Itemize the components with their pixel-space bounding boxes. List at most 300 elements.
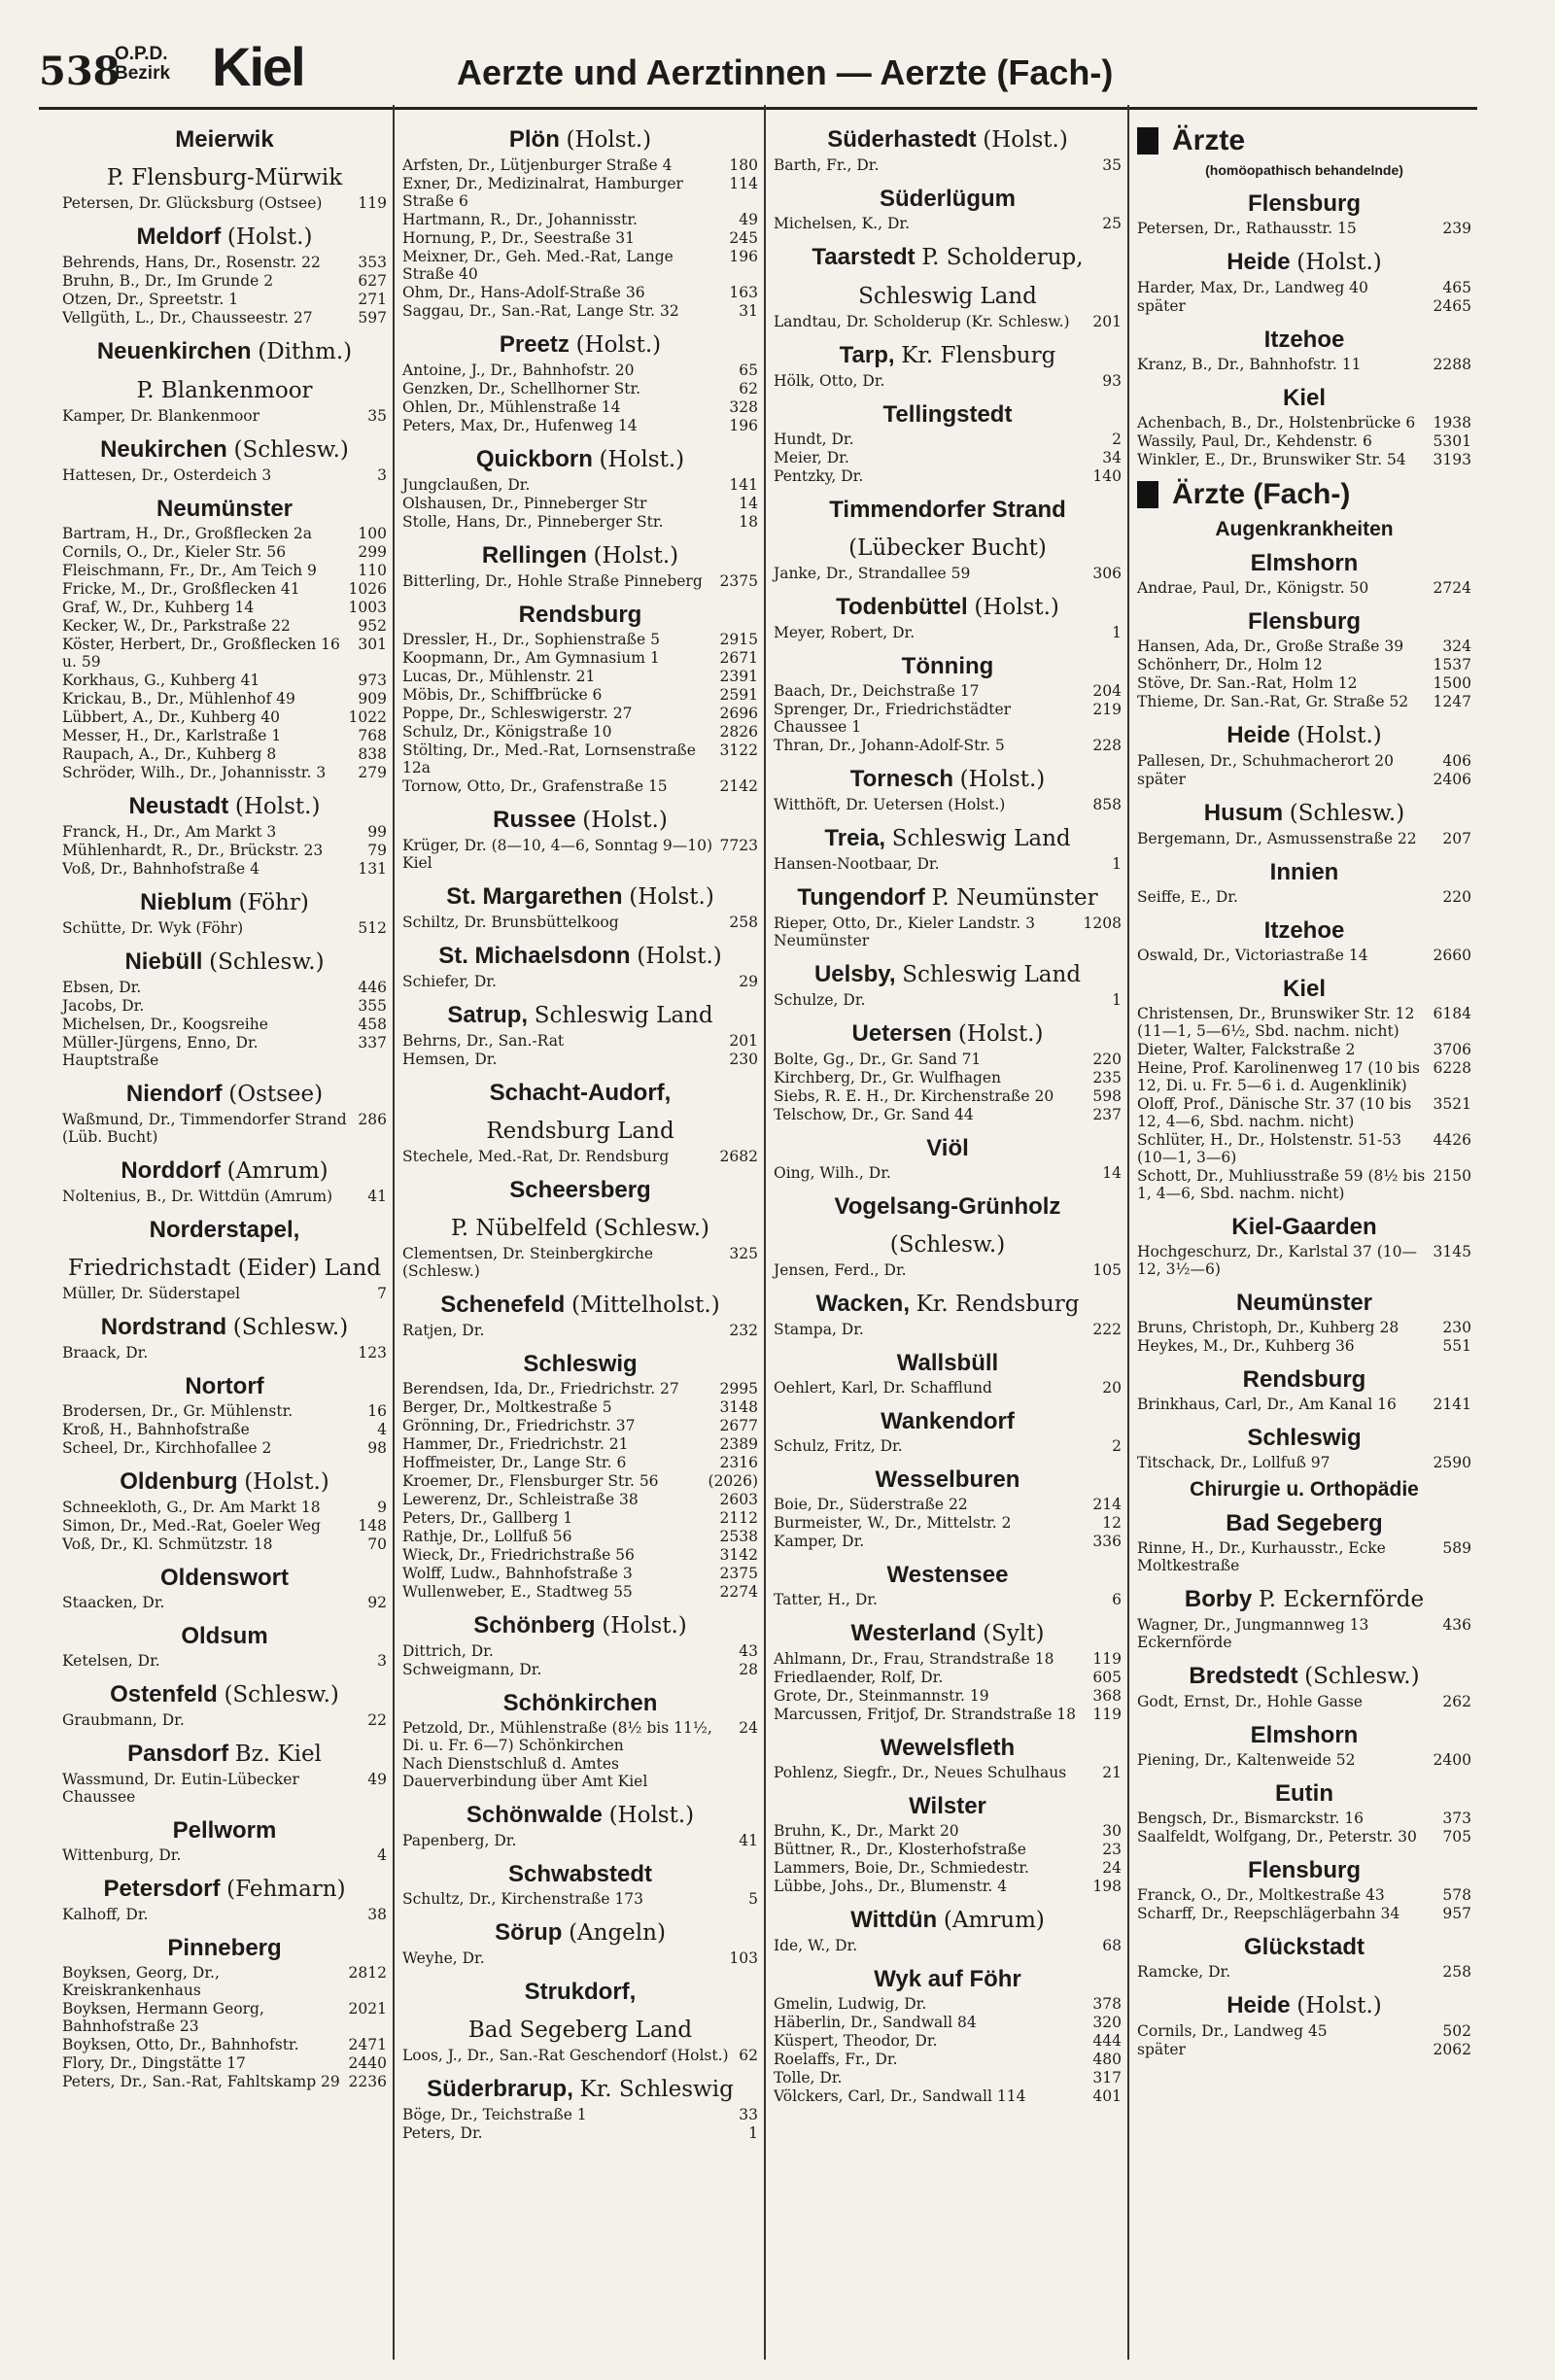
entry-name: Koopmann, Dr., Am Gymnasium 1 bbox=[402, 649, 660, 667]
entry-phone: 70 bbox=[367, 1535, 387, 1553]
entry-name: Brodersen, Dr., Gr. Mühlenstr. bbox=[62, 1402, 294, 1420]
directory-section bbox=[62, 1817, 387, 1864]
place-heading bbox=[774, 884, 1122, 912]
list-item bbox=[62, 1517, 387, 1535]
entry-name: Hornung, P., Dr., Seestraße 31 bbox=[402, 229, 635, 247]
entry-name: Kroemer, Dr., Flensburger Str. 56 bbox=[402, 1472, 659, 1490]
place-qualifier: (Amrum) bbox=[943, 1908, 1045, 1933]
entry-name: Braack, Dr. bbox=[62, 1344, 149, 1362]
place-name: Uetersen bbox=[851, 1020, 952, 1047]
directory-section bbox=[62, 1157, 387, 1205]
entry-phone: 436 bbox=[1442, 1616, 1471, 1634]
square-bullet-icon bbox=[1137, 127, 1158, 155]
place-name: Süderlügum bbox=[879, 186, 1016, 212]
entry-phone: 16 bbox=[367, 1402, 387, 1420]
list-item bbox=[402, 1832, 758, 1849]
place-heading bbox=[1137, 1586, 1471, 1613]
entry-phone: 6184 bbox=[1433, 1005, 1471, 1022]
entry-name: Petzold, Dr., Mühlenstraße (8½ bis 11½, Di. u. Fr. 6—7) Schönkirchen bbox=[402, 1719, 712, 1754]
list-item bbox=[402, 1417, 758, 1434]
place-name: Schenefeld bbox=[440, 1292, 566, 1318]
place-heading bbox=[774, 1020, 1122, 1048]
place-name: Schönwalde bbox=[466, 1802, 603, 1828]
place-name: Neukirchen bbox=[100, 436, 227, 463]
entry-phone: 2465 bbox=[1433, 297, 1471, 315]
place-name: Scheersberg bbox=[509, 1177, 651, 1203]
entry-phone: 141 bbox=[729, 476, 758, 494]
place-qualifier: (Holst.) bbox=[1296, 250, 1382, 275]
entry-phone: 378 bbox=[1092, 1995, 1122, 2013]
place-heading bbox=[774, 1466, 1122, 1493]
entry-name: Stöve, Dr. San.-Rat, Holm 12 bbox=[1137, 674, 1358, 692]
list-item bbox=[62, 1111, 387, 1146]
entry-name: Köster, Herbert, Dr., Großflecken 16 u. 59 bbox=[62, 636, 340, 671]
list-item bbox=[774, 215, 1122, 232]
entry-phone: 219 bbox=[1092, 701, 1122, 718]
list-item bbox=[774, 1687, 1122, 1705]
entry-name: Jensen, Ferd., Dr. bbox=[774, 1261, 907, 1279]
entry-name: Oing, Wilh., Dr. bbox=[774, 1164, 891, 1182]
directory-section bbox=[1137, 1366, 1471, 1413]
entry-name: Noltenius, B., Dr. Wittdün (Amrum) bbox=[62, 1188, 333, 1205]
entry-name: Schiefer, Dr. bbox=[402, 973, 497, 990]
directory-section bbox=[402, 1080, 758, 1165]
place-name: Kiel bbox=[1282, 976, 1326, 1002]
place-name: Sörup bbox=[495, 1919, 563, 1946]
entry-name: Krüger, Dr. (8—10, 4—6, Sonntag 9—10) Kiel bbox=[402, 837, 713, 872]
place-name: Heide bbox=[1227, 249, 1291, 275]
entry-phone: 204 bbox=[1092, 682, 1122, 700]
place-heading bbox=[62, 1623, 387, 1649]
entry-phone: 228 bbox=[1092, 737, 1122, 754]
place-heading bbox=[402, 1690, 758, 1716]
entry-name: später bbox=[1137, 2041, 1186, 2058]
place-name: Schleswig bbox=[523, 1351, 638, 1377]
entry-phone: 2 bbox=[1112, 431, 1122, 448]
directory-section bbox=[62, 126, 387, 212]
entry-phone: 502 bbox=[1442, 2022, 1471, 2040]
place-heading bbox=[402, 943, 758, 970]
place-heading bbox=[62, 949, 387, 976]
list-item bbox=[402, 1565, 758, 1582]
list-item bbox=[402, 572, 758, 590]
list-item bbox=[402, 1661, 758, 1678]
entry-name: Ebsen, Dr. bbox=[62, 979, 142, 996]
directory-section bbox=[62, 1373, 387, 1457]
place-qualifier: (Schlesw.) bbox=[224, 1682, 339, 1707]
entry-name: Genzken, Dr., Schellhorner Str. bbox=[402, 380, 641, 397]
entry-phone: 512 bbox=[358, 919, 387, 937]
place-postal: Schleswig Land bbox=[858, 284, 1037, 309]
entry-phone: 2538 bbox=[719, 1528, 758, 1545]
list-item bbox=[402, 1509, 758, 1527]
place-name: Elmshorn bbox=[1250, 1722, 1359, 1748]
directory-section bbox=[1137, 722, 1471, 788]
place-heading bbox=[1137, 917, 1471, 944]
list-item bbox=[774, 1379, 1122, 1397]
entry-name: Ohlen, Dr., Mühlenstraße 14 bbox=[402, 398, 621, 416]
list-item bbox=[1137, 830, 1471, 847]
list-item bbox=[402, 1719, 758, 1754]
place-name: Eutin bbox=[1275, 1780, 1333, 1807]
directory-section bbox=[402, 1177, 758, 1280]
entry-name: Schütte, Dr. Wyk (Föhr) bbox=[62, 919, 244, 937]
place-heading bbox=[402, 1002, 758, 1029]
entry-phone: 119 bbox=[1092, 1706, 1122, 1723]
entry-name: Brinkhaus, Carl, Dr., Am Kanal 16 bbox=[1137, 1396, 1397, 1413]
entry-name: Kranz, B., Dr., Bahnhofstr. 11 bbox=[1137, 356, 1362, 373]
place-heading bbox=[774, 961, 1122, 988]
entry-phone: 3122 bbox=[719, 742, 758, 759]
entry-name: Boie, Dr., Süderstraße 22 bbox=[774, 1496, 968, 1513]
entry-phone: 2021 bbox=[348, 2000, 387, 2018]
directory-section bbox=[1137, 1857, 1471, 1922]
entry-name: Tolle, Dr. bbox=[774, 2069, 843, 2087]
place-heading bbox=[402, 1080, 758, 1106]
place-qualifier: (Holst.) bbox=[983, 127, 1068, 153]
place-heading bbox=[774, 1793, 1122, 1819]
entry-name: Michelsen, Dr., Koogsreihe bbox=[62, 1016, 268, 1033]
entry-phone: 196 bbox=[729, 248, 758, 265]
list-item bbox=[774, 1878, 1122, 1895]
directory-section bbox=[402, 1919, 758, 1967]
list-item bbox=[774, 1995, 1122, 2013]
list-item bbox=[62, 1285, 387, 1302]
list-item bbox=[62, 745, 387, 763]
list-item bbox=[62, 1188, 387, 1205]
entry-phone: 25 bbox=[1102, 215, 1122, 232]
entry-phone: 406 bbox=[1442, 752, 1471, 770]
entry-name: Ketelsen, Dr. bbox=[62, 1652, 160, 1670]
directory-section bbox=[774, 766, 1122, 813]
directory-section bbox=[402, 1292, 758, 1339]
list-item bbox=[62, 2000, 387, 2035]
directory-section bbox=[402, 602, 758, 795]
entry-phone: 31 bbox=[739, 302, 758, 320]
list-item bbox=[1137, 1396, 1471, 1413]
list-item bbox=[1137, 656, 1471, 673]
entry-phone: 235 bbox=[1092, 1069, 1122, 1087]
entry-name: Achenbach, B., Dr., Holstenbrücke 6 bbox=[1137, 414, 1416, 431]
place-qualifier: (Schlesw.) bbox=[1289, 801, 1405, 826]
place-subheading bbox=[774, 283, 1122, 310]
entry-name: Fleischmann, Fr., Dr., Am Teich 9 bbox=[62, 562, 317, 579]
place-qualifier: (Holst.) bbox=[582, 808, 668, 833]
directory-section bbox=[1137, 976, 1471, 1202]
entry-phone: 20 bbox=[1102, 1379, 1122, 1397]
category-heading bbox=[1137, 124, 1471, 157]
entry-name: Graf, W., Dr., Kuhberg 14 bbox=[62, 599, 255, 616]
directory-section bbox=[774, 244, 1122, 330]
entry-phone: 465 bbox=[1442, 279, 1471, 296]
list-item bbox=[62, 580, 387, 598]
entry-name: Hartmann, R., Dr., Johannisstr. bbox=[402, 211, 638, 228]
entry-phone: 1003 bbox=[348, 599, 387, 616]
list-item bbox=[774, 1859, 1122, 1877]
entry-name: Rieper, Otto, Dr., Kieler Landstr. 3 Neumünster bbox=[774, 914, 1035, 949]
place-qualifier: (Holst.) bbox=[608, 1803, 695, 1828]
entry-phone: 2142 bbox=[719, 777, 758, 795]
entry-name: Pallesen, Dr., Schuhmacherort 20 bbox=[1137, 752, 1394, 770]
directory-section bbox=[62, 436, 387, 484]
entry-name: Häberlin, Dr., Sandwall 84 bbox=[774, 2014, 977, 2031]
entry-name: Dressler, H., Dr., Sophienstraße 5 bbox=[402, 631, 660, 648]
place-name: Rendsburg bbox=[1242, 1366, 1366, 1393]
entry-name: Bitterling, Dr., Hohle Straße Pinneberg bbox=[402, 572, 703, 590]
entry-phone: 99 bbox=[367, 823, 387, 841]
entry-name: Wolff, Ludw., Bahnhofstraße 3 bbox=[402, 1565, 633, 1582]
entry-phone: 337 bbox=[358, 1034, 387, 1052]
entry-phone: 2400 bbox=[1433, 1751, 1471, 1769]
entry-name: Wullenweber, E., Stadtweg 55 bbox=[402, 1583, 633, 1601]
list-item bbox=[1137, 1005, 1471, 1040]
place-heading bbox=[1137, 385, 1471, 411]
place-qualifier: (Schlesw.) bbox=[209, 949, 325, 975]
list-item bbox=[774, 1437, 1122, 1455]
place-name: Schwabstedt bbox=[507, 1861, 653, 1887]
entry-phone: 230 bbox=[729, 1051, 758, 1068]
list-item bbox=[402, 1949, 758, 1967]
list-item bbox=[62, 1846, 387, 1864]
entry-phone: 551 bbox=[1442, 1337, 1471, 1355]
entry-name: Barth, Fr., Dr. bbox=[774, 156, 880, 174]
entry-name: Pohlenz, Siegfr., Dr., Neues Schulhaus bbox=[774, 1764, 1067, 1781]
entry-name: Schiltz, Dr. Brunsbüttelkoog bbox=[402, 914, 619, 931]
entry-name: Schulz, Dr., Königstraße 10 bbox=[402, 723, 612, 741]
entry-phone: 4426 bbox=[1433, 1131, 1471, 1149]
list-item bbox=[62, 997, 387, 1015]
entry-phone: 401 bbox=[1092, 2087, 1122, 2105]
entry-phone: 49 bbox=[739, 211, 758, 228]
list-item bbox=[774, 914, 1122, 949]
list-item bbox=[402, 837, 758, 872]
list-item bbox=[402, 513, 758, 531]
place-qualifier: Kr. Flensburg bbox=[901, 343, 1056, 368]
place-heading bbox=[402, 1292, 758, 1319]
place-name: Itzehoe bbox=[1263, 917, 1345, 944]
place-qualifier: P. Neumünster bbox=[931, 885, 1098, 911]
entry-phone: 328 bbox=[729, 398, 758, 416]
directory-section bbox=[1137, 859, 1471, 906]
entry-phone: 2389 bbox=[719, 1435, 758, 1453]
place-heading bbox=[1137, 859, 1471, 885]
entry-name: Meier, Dr. bbox=[774, 449, 849, 466]
entry-phone: 123 bbox=[358, 1344, 387, 1362]
entry-name: Stolle, Hans, Dr., Pinneberger Str. bbox=[402, 513, 664, 531]
entry-phone: 23 bbox=[1102, 1841, 1122, 1858]
entry-name: Heine, Prof. Karolinenweg 17 (10 bis 12, Di. u. Fr. 5—6 i. d. Augenklinik) bbox=[1137, 1059, 1420, 1094]
entry-name: Flory, Dr., Dingstätte 17 bbox=[62, 2054, 246, 2072]
list-item bbox=[62, 599, 387, 616]
place-name: Süderbrarup, bbox=[427, 2076, 573, 2102]
place-qualifier: Schleswig Land bbox=[891, 826, 1071, 851]
directory-section bbox=[402, 1002, 758, 1068]
entry-phone: 258 bbox=[729, 914, 758, 931]
entry-phone: 5301 bbox=[1433, 432, 1471, 450]
list-item bbox=[774, 1496, 1122, 1513]
entry-name: Schulz, Fritz, Dr. bbox=[774, 1437, 903, 1455]
entry-phone: 148 bbox=[358, 1517, 387, 1535]
entry-name: Andrae, Paul, Dr., Königstr. 50 bbox=[1137, 579, 1369, 597]
entry-phone: 306 bbox=[1092, 565, 1122, 582]
place-name: Meierwik bbox=[175, 126, 274, 153]
directory-section bbox=[774, 1466, 1122, 1550]
place-subheading bbox=[402, 2017, 758, 2044]
place-name: Nortorf bbox=[185, 1373, 264, 1399]
place-name: Rendsburg bbox=[518, 602, 642, 628]
place-name: Süderhastedt bbox=[827, 126, 977, 153]
directory-section bbox=[774, 186, 1122, 232]
entry-name: Bartram, H., Dr., Großflecken 2a bbox=[62, 525, 312, 542]
list-item bbox=[62, 407, 387, 425]
place-qualifier: (Holst.) bbox=[234, 794, 321, 819]
list-item bbox=[62, 562, 387, 579]
entry-phone: 103 bbox=[729, 1949, 758, 1967]
place-name: Wilster bbox=[909, 1793, 986, 1819]
place-name: Wyk auf Föhr bbox=[874, 1966, 1021, 1992]
place-heading bbox=[1137, 800, 1471, 827]
directory-section bbox=[402, 1690, 758, 1790]
place-heading bbox=[1137, 1663, 1471, 1690]
list-item bbox=[774, 737, 1122, 754]
list-item bbox=[402, 742, 758, 776]
list-item bbox=[1137, 1243, 1471, 1278]
place-name: Schönberg bbox=[473, 1612, 596, 1638]
entry-phone: 2288 bbox=[1433, 356, 1471, 373]
place-heading bbox=[402, 1351, 758, 1377]
entry-name: Scharff, Dr., Reepschlägerbahn 34 bbox=[1137, 1905, 1400, 1922]
list-item bbox=[1137, 356, 1471, 373]
list-item bbox=[402, 723, 758, 741]
list-item bbox=[1137, 2041, 1471, 2058]
place-heading bbox=[402, 1612, 758, 1639]
place-heading bbox=[1137, 976, 1471, 1002]
directory-section bbox=[402, 1351, 758, 1601]
list-item bbox=[1137, 1886, 1471, 1904]
entry-phone: 196 bbox=[729, 417, 758, 434]
place-heading bbox=[62, 1817, 387, 1844]
directory-section bbox=[774, 1291, 1122, 1338]
list-item bbox=[402, 973, 758, 990]
entry-name: Arfsten, Dr., Lütjenburger Straße 4 bbox=[402, 156, 673, 174]
entry-phone: 368 bbox=[1092, 1687, 1122, 1705]
entry-name: Schröder, Wilh., Dr., Johannisstr. 3 bbox=[62, 764, 327, 781]
place-name: Wankendorf bbox=[881, 1408, 1015, 1434]
directory-section bbox=[62, 1623, 387, 1670]
entry-phone: 299 bbox=[358, 543, 387, 561]
entry-phone: 131 bbox=[358, 860, 387, 878]
column-rule bbox=[764, 105, 766, 2360]
place-heading bbox=[62, 889, 387, 916]
place-heading bbox=[774, 186, 1122, 212]
entry-name: Grote, Dr., Steinmannstr. 19 bbox=[774, 1687, 989, 1705]
entry-phone: 62 bbox=[739, 380, 758, 397]
directory-section bbox=[402, 2076, 758, 2142]
list-item bbox=[62, 672, 387, 689]
list-item bbox=[62, 1906, 387, 1923]
place-name: Uelsby, bbox=[813, 961, 896, 987]
entry-name: Hoffmeister, Dr., Lange Str. 6 bbox=[402, 1454, 627, 1471]
entry-name: Janke, Dr., Strandallee 59 bbox=[774, 565, 971, 582]
list-item bbox=[774, 624, 1122, 641]
entry-phone: 198 bbox=[1092, 1878, 1122, 1895]
entry-name: Ohm, Dr., Hans-Adolf-Straße 36 bbox=[402, 284, 645, 301]
place-name: Tönning bbox=[901, 653, 994, 679]
place-heading bbox=[1137, 190, 1471, 217]
list-item bbox=[62, 1402, 387, 1420]
place-heading bbox=[62, 1314, 387, 1341]
place-heading bbox=[62, 496, 387, 522]
place-name: Innien bbox=[1269, 859, 1339, 885]
column-rule bbox=[393, 105, 395, 2360]
entry-name: Friedlaender, Rolf, Dr. bbox=[774, 1669, 944, 1686]
entry-name: Papenberg, Dr. bbox=[402, 1832, 517, 1849]
entry-phone: 30 bbox=[1102, 1822, 1122, 1840]
list-item bbox=[402, 495, 758, 512]
list-item bbox=[402, 1472, 758, 1490]
place-name: Westensee bbox=[886, 1562, 1009, 1588]
directory-section bbox=[774, 1193, 1122, 1279]
list-item bbox=[1137, 1059, 1471, 1094]
place-heading bbox=[62, 1468, 387, 1496]
place-name: Flensburg bbox=[1247, 1857, 1361, 1883]
entry-name: Büttner, R., Dr., Klosterhofstraße bbox=[774, 1841, 1026, 1858]
place-heading bbox=[1137, 722, 1471, 749]
place-heading bbox=[774, 1408, 1122, 1434]
list-item bbox=[774, 467, 1122, 485]
entry-phone: 114 bbox=[729, 175, 758, 192]
entry-phone: 589 bbox=[1442, 1539, 1471, 1557]
entry-name: Müller, Dr. Süderstapel bbox=[62, 1285, 241, 1302]
entry-phone: 324 bbox=[1442, 638, 1471, 655]
list-item bbox=[402, 380, 758, 397]
place-name: Plön bbox=[508, 126, 560, 153]
entry-phone: 373 bbox=[1442, 1810, 1471, 1827]
list-item bbox=[62, 842, 387, 859]
entry-phone: 41 bbox=[739, 1832, 758, 1849]
entry-phone: 1537 bbox=[1433, 656, 1471, 673]
list-item bbox=[402, 914, 758, 931]
entry-name: Bolte, Gg., Dr., Gr. Sand 71 bbox=[774, 1051, 982, 1068]
place-name: Viöl bbox=[926, 1135, 969, 1161]
list-item bbox=[774, 1764, 1122, 1781]
list-item bbox=[774, 156, 1122, 174]
entry-name: Tatter, H., Dr. bbox=[774, 1591, 878, 1608]
entry-name: Roelaffs, Fr., Dr. bbox=[774, 2051, 898, 2068]
entry-phone: 1208 bbox=[1083, 914, 1122, 932]
directory-section bbox=[1137, 249, 1471, 315]
entry-name: Schultz, Dr., Kirchenstraße 173 bbox=[402, 1890, 644, 1908]
list-item bbox=[62, 525, 387, 542]
directory-section bbox=[1137, 1934, 1471, 1981]
list-item bbox=[1137, 1810, 1471, 1827]
entry-phone: 3148 bbox=[719, 1398, 758, 1416]
place-name: Quickborn bbox=[475, 446, 593, 472]
place-heading bbox=[1137, 550, 1471, 576]
place-heading bbox=[402, 1802, 758, 1829]
entry-name: Fricke, M., Dr., Großflecken 41 bbox=[62, 580, 300, 598]
place-qualifier: Kr. Rendsburg bbox=[916, 1292, 1080, 1317]
directory-section bbox=[774, 497, 1122, 582]
directory-section bbox=[1137, 1663, 1471, 1710]
place-name: Neustadt bbox=[128, 793, 229, 819]
list-item bbox=[774, 2087, 1122, 2105]
entry-name: Schott, Dr., Muhliusstraße 59 (8½ bis 1, 4—6, Sbd. nachm. nicht) bbox=[1137, 1167, 1426, 1202]
directory-section bbox=[1137, 1290, 1471, 1355]
entry-phone: 458 bbox=[358, 1016, 387, 1033]
place-heading bbox=[62, 1935, 387, 1961]
list-item bbox=[402, 1322, 758, 1339]
